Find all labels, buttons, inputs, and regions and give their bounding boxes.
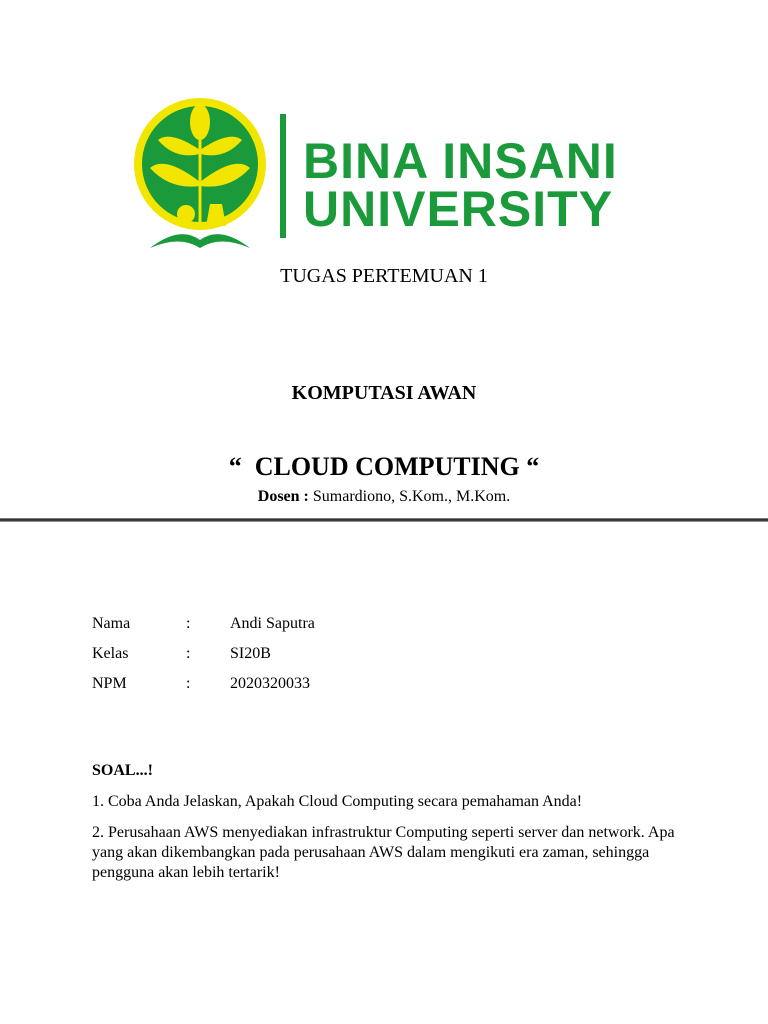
topic-title: “ CLOUD COMPUTING “ [228, 452, 540, 481]
horizontal-divider [0, 518, 768, 522]
lecturer-line [0, 488, 768, 506]
field-label: Nama [92, 615, 131, 632]
field-value: SI20B [230, 645, 271, 662]
logo-text-line2: UNIVERSITY [303, 181, 614, 237]
field-value: 2020320033 [230, 675, 310, 692]
field-separator: : [186, 645, 191, 662]
questions-heading: SOAL...! [92, 762, 153, 779]
course-title: KOMPUTASI AWAN [291, 382, 477, 404]
field-separator: : [186, 615, 191, 632]
lecturer-label: Dosen : [257, 488, 309, 505]
logo-divider [280, 114, 286, 238]
assignment-title: TUGAS PERTEMUAN 1 [280, 265, 488, 287]
logo-text-line1: BINA INSANI [303, 133, 618, 189]
question-1: 1. Coba Anda Jelaskan, Apakah Cloud Computing secara pemahaman Anda! [92, 793, 583, 810]
field-label: NPM [92, 675, 127, 692]
question-2: 2. Perusahaan AWS menyediakan infrastruktur Computing seperti server dan network. Apa yang akan dikembangkan pada perusahaan AWS dalam mengikuti era zaman, sehingga pengguna akan lebih tertarik! [92, 824, 675, 881]
lecturer-name: Sumardiono, S.Kom., M.Kom. [308, 488, 511, 505]
university-emblem-logo [130, 90, 270, 252]
field-separator: : [186, 675, 191, 692]
field-label: Kelas [92, 645, 129, 662]
field-value: Andi Saputra [230, 615, 315, 632]
